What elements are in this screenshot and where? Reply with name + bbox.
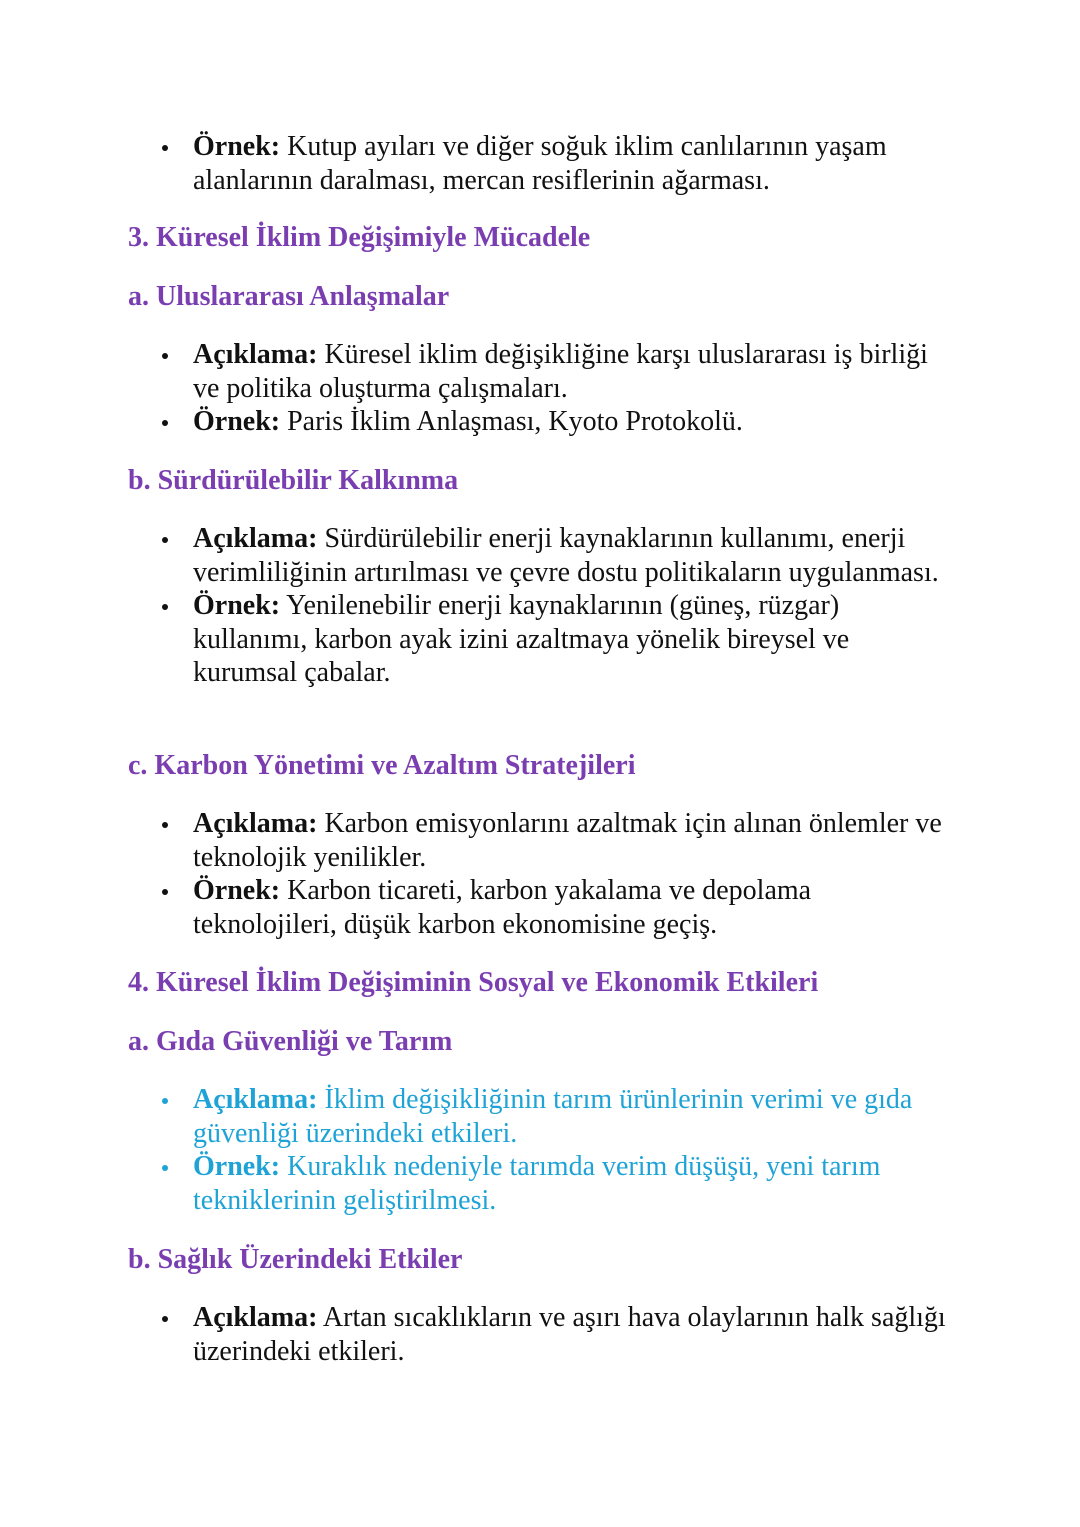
bullet-icon bbox=[162, 822, 168, 828]
item-label: Örnek: bbox=[193, 1151, 281, 1182]
list-item bbox=[193, 338, 953, 405]
subsection-heading: a. Gıda Güvenliği ve Tarım bbox=[128, 1026, 453, 1057]
item-text: Sürdürülebilir enerji kaynaklarının kullanımı, enerji verimliliğinin artırılması ve çevre dostu politikaların uygulanması. bbox=[193, 523, 939, 588]
item-label: Açıklama: bbox=[193, 808, 318, 839]
item-label: Örnek: bbox=[193, 406, 281, 437]
item-text: İklim değişikliğinin tarım ürünlerinin verimi ve gıda güvenliği üzerindeki etkileri. bbox=[193, 1084, 913, 1149]
item-text: Artan sıcaklıkların ve aşırı hava olaylarının halk sağlığı üzerindeki etkileri. bbox=[193, 1302, 946, 1367]
section-heading: 3. Küresel İklim Değişimiyle Mücadele bbox=[128, 222, 591, 253]
list-item bbox=[193, 589, 953, 690]
bullet-list bbox=[193, 338, 953, 439]
item-label: Açıklama: bbox=[193, 339, 318, 370]
item-label: Örnek: bbox=[193, 590, 281, 621]
list-item bbox=[193, 1301, 953, 1368]
item-text: Kutup ayıları ve diğer soğuk iklim canlılarının yaşam alanlarının daralması, mercan resiflerinin ağarması. bbox=[193, 131, 887, 196]
list-item bbox=[193, 874, 953, 941]
bullet-icon bbox=[162, 537, 168, 543]
bullet-icon bbox=[162, 604, 168, 610]
list-item bbox=[193, 807, 953, 874]
item-text: Küresel iklim değişikliğine karşı uluslararası iş birliği ve politika oluşturma çalışmaları. bbox=[193, 339, 928, 404]
item-label: Örnek: bbox=[193, 875, 281, 906]
section-heading: 4. Küresel İklim Değişiminin Sosyal ve Ekonomik Etkileri bbox=[128, 967, 819, 998]
subsection-heading: b. Sağlık Üzerindeki Etkiler bbox=[128, 1244, 463, 1275]
bullet-list bbox=[193, 807, 953, 941]
list-item bbox=[193, 522, 953, 589]
item-text: Kuraklık nedeniyle tarımda verim düşüşü, yeni tarım tekniklerinin geliştirilmesi. bbox=[193, 1151, 881, 1216]
bullet-icon bbox=[162, 145, 168, 151]
item-label: Örnek: bbox=[193, 131, 281, 162]
subsection-heading: c. Karbon Yönetimi ve Azaltım Stratejileri bbox=[128, 750, 636, 781]
bullet-list bbox=[193, 522, 953, 690]
item-text: Yenilenebilir enerji kaynaklarının (güneş, rüzgar) kullanımı, karbon ayak izini azaltmaya yönelik bireysel ve kurumsal çabalar. bbox=[193, 590, 850, 688]
item-text: Karbon ticareti, karbon yakalama ve depolama teknolojileri, düşük karbon ekonomisine geçiş. bbox=[193, 875, 812, 940]
subsection-heading: b. Sürdürülebilir Kalkınma bbox=[128, 465, 459, 496]
list-item bbox=[193, 405, 953, 439]
item-text: Karbon emisyonlarını azaltmak için alınan önlemler ve teknolojik yenilikler. bbox=[193, 808, 942, 873]
item-label: Açıklama: bbox=[193, 523, 318, 554]
item-text: Paris İklim Anlaşması, Kyoto Protokolü. bbox=[287, 406, 743, 437]
item-label: Açıklama: bbox=[193, 1084, 318, 1115]
bullet-icon bbox=[162, 1316, 168, 1322]
subsection-heading: a. Uluslararası Anlaşmalar bbox=[128, 281, 450, 312]
bullet-icon bbox=[162, 420, 168, 426]
list-item bbox=[193, 1083, 953, 1150]
bullet-icon bbox=[162, 889, 168, 895]
bullet-list-highlighted bbox=[193, 1083, 953, 1217]
bullet-list bbox=[193, 130, 953, 197]
item-label: Açıklama: bbox=[193, 1302, 318, 1333]
bullet-list bbox=[193, 1301, 953, 1368]
list-item bbox=[193, 1150, 953, 1217]
bullet-icon bbox=[162, 353, 168, 359]
bullet-icon bbox=[162, 1098, 168, 1104]
bullet-icon bbox=[162, 1165, 168, 1171]
list-item bbox=[193, 130, 953, 197]
